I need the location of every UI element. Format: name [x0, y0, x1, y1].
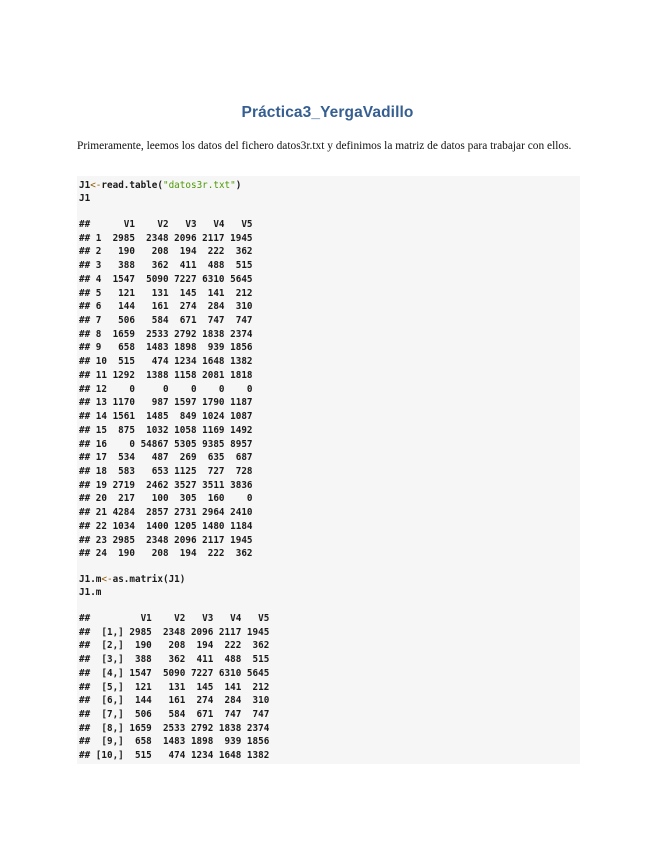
- output-line: ## 19 2719 2462 3527 3511 3836: [79, 479, 253, 491]
- output-line: ## 8 1659 2533 2792 1838 2374: [79, 328, 253, 340]
- output-line: ## 1 2985 2348 2096 2117 1945: [79, 232, 253, 244]
- output-line: ## 11 1292 1388 1158 2081 1818: [79, 369, 253, 381]
- output-line: ## 5 121 131 145 141 212: [79, 287, 253, 299]
- output-line: ## 21 4284 2857 2731 2964 2410: [79, 507, 253, 519]
- output-line: ## 15 875 1032 1058 1169 1492: [79, 424, 253, 436]
- output-line: ## [4,] 1547 5090 7227 6310 5645: [79, 667, 270, 679]
- output-line: ## 12 0 0 0 0 0: [79, 383, 253, 395]
- output-line: ## 18 583 653 1125 727 728: [79, 465, 253, 477]
- output-line: ## [5,] 121 131 145 141 212: [79, 681, 270, 693]
- output-line: ## 14 1561 1485 849 1024 1087: [79, 411, 253, 423]
- intro-paragraph: Primeramente, leemos los datos del fichero datos3r.txt y definimos la matriz de datos para trabajar con ellos.: [77, 140, 572, 152]
- output-line: ## [8,] 1659 2533 2792 1838 2374: [79, 722, 270, 734]
- output-line: ## [3,] 388 362 411 488 515: [79, 654, 270, 666]
- output-line: ## [10,] 515 474 1234 1648 1382: [79, 750, 270, 762]
- output-line: ## [7,] 506 584 671 747 747: [79, 709, 270, 721]
- output-line: ## 20 217 100 305 160 0: [79, 493, 253, 505]
- code-line-read-table: J1<-read.table("datos3r.txt"): [79, 180, 242, 191]
- output-line: ## 4 1547 5090 7227 6310 5645: [79, 273, 253, 285]
- output-line: ## [2,] 190 208 194 222 362: [79, 640, 270, 652]
- code-line-print-j1: J1: [79, 193, 91, 204]
- output-line: ## 22 1034 1400 1205 1480 1184: [79, 520, 253, 532]
- output-line: ## V1 V2 V3 V4 V5: [79, 219, 253, 230]
- code-line-print-j1m: J1.m: [79, 587, 102, 598]
- output-line: ## 9 658 1483 1898 939 1856: [79, 342, 253, 354]
- output-line: ## 17 534 487 269 635 687: [79, 452, 253, 464]
- output-line: ## 7 506 584 671 747 747: [79, 315, 253, 327]
- document-title: Práctica3_YergaVadillo: [241, 104, 414, 121]
- output-line: ## 23 2985 2348 2096 2117 1945: [79, 534, 253, 546]
- output-line: ## 3 388 362 411 488 515: [79, 260, 253, 272]
- output-line: ## 13 1170 987 1597 1790 1187: [79, 397, 253, 409]
- output-line: ## 16 0 54867 5305 9385 8957: [79, 438, 253, 450]
- output-line: ## 24 190 208 194 222 362: [79, 548, 253, 560]
- output-line: ## V1 V2 V3 V4 V5: [79, 613, 270, 624]
- output-line: ## [9,] 658 1483 1898 939 1856: [79, 736, 270, 748]
- output-line: ## 10 515 474 1234 1648 1382: [79, 356, 253, 368]
- output-line: ## 2 190 208 194 222 362: [79, 246, 253, 258]
- output-line: ## [6,] 144 161 274 284 310: [79, 695, 270, 707]
- output-line: ## [1,] 2985 2348 2096 2117 1945: [79, 626, 270, 638]
- code-line-as-matrix: J1.m<-as.matrix(J1): [79, 574, 186, 585]
- output-line: ## 6 144 161 274 284 310: [79, 301, 253, 313]
